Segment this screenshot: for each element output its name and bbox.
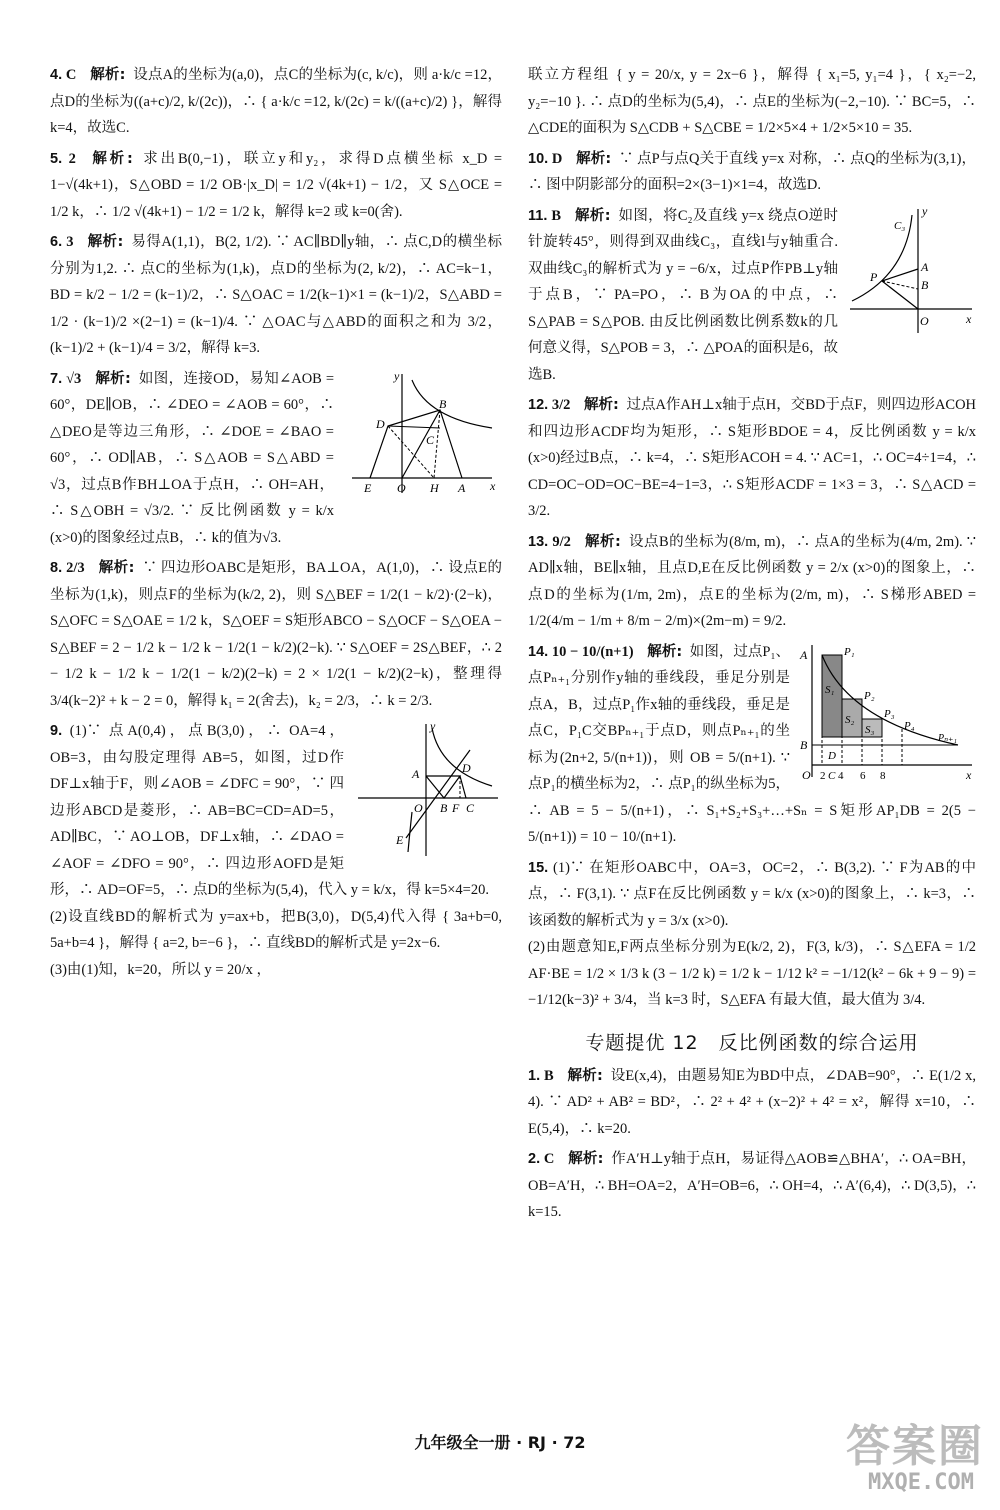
fig-label: P <box>870 269 878 284</box>
right-column <box>528 62 976 1230</box>
section-answer-item-1: 1. B 解析: 设E(x,4)，由题易知E为BD中点，∠DAB=90°，∴ E(1/2 x, 4). ∵ AD² + AB² = BD²，∴ 2² + 4² + (x−2)² + 4² = x²，解得 x=10，∴ E(5,4)，∴ k=20. <box>528 1067 977 1137</box>
fig-label: x <box>966 311 972 326</box>
fig-label: C₃ <box>894 219 906 232</box>
fig-label: P₂ <box>864 689 875 702</box>
answer-item-14: A P₁ S₁ P₂ S₂ S₃ P₃ P₄ Pₙ₊₁ B D O 2 C 4 6 8 x 14. 10 − 10/(n+1) 解析: 如图，过点P₁、点Pₙ₊₁分别作y轴的垂线段，垂足分别是点A，B，过点P₁作x轴的垂线段，垂足是点C，P₁C交BPₙ₊₁于点D，则点Pₙ₊₁的坐标为(2n+2, 5/(n+1))，则 OB = 5/(n+1). ∵ 点P₁的横坐标为2，∴ 点P₁的纵坐标为5，∴ AB = 5 − 5/(n+1)，∴ S₁+S₂+S₃+…+Sₙ = S矩形AP₁DB = 2(5 − 5/(n+1)) = 10 − 10/(n+1). <box>528 639 976 851</box>
fig-label: O <box>414 801 423 815</box>
fig-label: B <box>439 396 447 411</box>
left-column <box>50 62 502 987</box>
fig-label: P₃ <box>884 707 895 720</box>
fig-label: E <box>364 480 372 495</box>
watermark-logo <box>840 1408 990 1504</box>
answer-item-4: 4. C 解析: 设点A的坐标为(a,0)，点C的坐标为(c, k/c)，则 a·k/c =12，点D的坐标为((a+c)/2, k/(2c))，∴ { a·k/c =12, k/(2c) = k/((a+c)/2) }，解得 k=4，故选C. <box>50 67 503 136</box>
fig-label: y <box>922 204 928 218</box>
fig-label: B <box>800 737 808 752</box>
fig-label: x <box>966 767 972 782</box>
section-answer-item-2: 2. C 解析: 作A′H⊥y轴于点H，易证得△AOB≌△BHA′，∴ OA=BH，OB=A′H，∴ BH=OA=2，A′H=OB=6，∴ OH=4，∴ A′(6,4)，∴ D(3,5)，∴ k=15. <box>528 1151 977 1220</box>
fig-label: D <box>462 761 471 775</box>
fig-label: S₃ <box>865 723 875 736</box>
answer-item-11: y x C₃ A P B O 11. B 解析: 如图，将C₂及直线 y=x 绕点O逆时针旋转45°，则得到双曲线C₃，直线l与y轴重合. 双曲线C₃的解析式为 y = −6/x，过点P作PB⊥y轴于点B，∵ PA=PO，∴ B为OA的中点，∴ S△PAB = S△POB. 由反比例函数比例系数k的几何意义得，S△POB = 3，∴ △POA的面积是6，故选B. <box>528 203 976 389</box>
answer-item-13: 13. 9/2 解析: 设点B的坐标为(8/m, m)，∴ 点A的坐标为(4/m, 2m). ∵ AD∥x轴，BE∥x轴，且点D,E在反比例函数 y = 2/x (x>0)的图象上，∴ 点D的坐标为(1/m, 2m)，点E的坐标为(2/m, m)，∴ S梯形ABED = 1/2(4/m − 1/m + 8/m − 2/m)×(2m−m) = 9/2. <box>528 533 977 629</box>
solution-text: 设E(x,4)，由题易知E为BD中点，∠DAB=90°，∴ E(1/2 x, 4). ∵ AD² + AB² = BD²，∴ 2² + 4² + (x−2)² + 4² = x²，解得 x=10，∴ E(5,4)，∴ k=20. <box>528 1067 977 1137</box>
fig-label: E <box>396 833 404 847</box>
answer-item-12: 12. 3/2 解析: 过点A作AH⊥x轴于点H，交BD于点F，则四边形ACOH和四边形ACDF均为矩形，∴ S矩形BDOE = 4，反比例函数 y = k/x (x>0)经过B点，∴ k=4，∴ S矩形ACOH = 4. ∵ AC=1，∴ OC=4÷1=4，∴ CD=OC−OD=OC−BE=4−1=3，∴ S矩形ACDF = 1×3 = 3，∴ S△ACD = 3/2. <box>528 397 977 519</box>
solution-text: 作A′H⊥y轴于点H，易证得△AOB≌△BHA′，∴ OA=BH，OB=A′H，∴ BH=OA=2，A′H=OB=6，∴ OH=4，∴ A′(6,4)，∴ D(3,5)，∴ k=15. <box>528 1151 977 1220</box>
fig-label: C <box>466 801 475 815</box>
solution-text: 如图，连接OD，易知∠AOB = 60°，DE∥OB，∴ ∠DEO = ∠AOB = 60°，∴ △DEO是等边三角形，∴ ∠DOE = ∠BAO = 60°，∴ OD∥AB，∴ S△AOB = S△ABD = √3，过点B作BH⊥OA于点H，∴ OH=AH，∴ S△OBH = √3/2. ∵ 反比例函数 y = k/x (x>0)的图象经过点B，∴ k的值为√3. <box>50 370 335 546</box>
fig-label: 2 <box>820 769 826 782</box>
solution-text: 设点B的坐标为(8/m, m)，∴ 点A的坐标为(4/m, 2m). ∵ AD∥x轴，BE∥x轴，且点D,E在反比例函数 y = 2/x (x>0)的图象上，∴ 点D的坐标为(1/m, 2m)，点E的坐标为(2/m, m)，∴ S梯形ABED = 1/2(4/m − 1/m + 8/m − 2/m)×(2m−m) = 9/2. <box>528 533 977 629</box>
fig-label: D <box>376 416 385 431</box>
watermark-url: MXQE.COM <box>868 1470 974 1495</box>
fig-label: S₁ <box>825 683 835 696</box>
fig-label: 6 <box>860 769 866 782</box>
fig-label: B <box>440 801 448 815</box>
answer-item-5: 5. 2 解析: 求出B(0,−1)，联立y和y₂，求得D点横坐标 x_D = 1−√(4k+1)，S△OBD = 1/2 OB·|x_D| = 1/2 √(4k+1) − 1/2，又 S△OCE = 1/2 k，∴ 1/2 √(4k+1) − 1/2 = 1/2 k，解得 k=2 或 k=0(舍). <box>50 150 503 220</box>
fig-label: O <box>920 313 929 328</box>
figure-q7 <box>342 368 502 498</box>
fig-label: O <box>397 480 406 495</box>
solution-text: ∵ 四边形OABC是矩形，BA⊥OA，A(1,0)，∴ 设点E的坐标为(1,k)，则点F的坐标为(k/2, 2)，则 S△BEF = 1/2(1 − k/2)·(2−k)，S△OFC = S△OAE = 1/2 k，S△OEF = S矩形ABCO − S△OCF − S△OEA − S△BEF = 2 − 1/2 k − 1/2 k − 1/2(1 − k/2)(2−k). ∵ S△OEF = 2S△BEF，∴ 2 − 1/2 k − 1/2 k − 1/2(1 − k/2)(2−k) = 2 × 1/2(1 − k/2)(2−k)，整理得 3/4(k−2)² + k − 2 = 0，解得 k₁ = 2(舍去)，k₂ = 2/3，∴ k = 2/3. <box>50 560 503 709</box>
solution-text: 易得A(1,1)，B(2, 1/2). ∵ AC∥BD∥y轴，∴ 点C,D的横坐标分别为1,2. ∴ 点C的坐标为(1,k)，点D的坐标为(2, k/2)，∴ AC=k−1，BD = k/2 − 1/2 = (k−1)/2，∴ S△OAC = 1/2(k−1)×1 = (k−1)/2，S△ABD = 1/2 · (k−1)/2 ×(2−1) = (k−1)/4. ∵ △OAC与△ABD的面积之和为 3/2，(k−1)/2 + (k−1)/4 = 3/2，解得 k=3. <box>50 234 503 356</box>
fig-label: A <box>921 259 929 274</box>
watermark-text: 答案圈 <box>846 1421 984 1472</box>
answer-item-8: 8. 2/3 解析: ∵ 四边形OABC是矩形，BA⊥OA，A(1,0)，∴ 设点E的坐标为(1,k)，则点F的坐标为(k/2, 2)，则 S△BEF = 1/2(1 − k/2)·(2−k)，S△OFC = S△OAE = 1/2 k，S△OEF = S矩形ABCO − S△OCF − S△OEA − S△BEF = 2 − 1/2 k − 1/2 k − 1/2(1 − k/2)(2−k). ∵ S△OEF = 2S△BEF，∴ 2 − 1/2 k − 1/2 k − 1/2(1 − k/2)(2−k) = 2 × 1/2(1 − k/2)(2−k)，整理得 3/4(k−2)² + k − 2 = 0，解得 k₁ = 2(舍去)，k₂ = 2/3，∴ k = 2/3. <box>50 560 503 709</box>
section-title: 专题提优 12 反比例函数的综合运用 <box>585 1031 919 1054</box>
fig-label: D <box>828 749 836 762</box>
solution-text: 求出B(0,−1)，联立y和y₂，求得D点横坐标 x_D = 1−√(4k+1)，S△OBD = 1/2 OB·|x_D| = 1/2 √(4k+1) − 1/2，又 S△OCE = 1/2 k，∴ 1/2 √(4k+1) − 1/2 = 1/2 k，解得 k=2 或 k=0(舍). <box>50 150 503 220</box>
fig-label: S₂ <box>845 713 855 726</box>
fig-label: F <box>452 801 460 815</box>
fig-label: A <box>458 480 466 495</box>
answer-item-9-continued <box>528 62 976 142</box>
answer-item-6: 6. 3 解析: 易得A(1,1)，B(2, 1/2). ∵ AC∥BD∥y轴，∴ 点C,D的横坐标分别为1,2. ∴ 点C的坐标为(1,k)，点D的坐标为(2, k/2)，∴ AC=k−1，BD = k/2 − 1/2 = (k−1)/2，∴ S△OAC = 1/2(k−1)×1 = (k−1)/2，S△ABD = 1/2 · (k−1)/2 ×(2−1) = (k−1)/4. ∵ △OAC与△ABD的面积之和为 3/2，(k−1)/2 + (k−1)/4 = 3/2，解得 k=3. <box>50 234 503 356</box>
answer-item-15: 15. (1)∵ 在矩形OABC中，OA=3，OC=2，∴ B(3,2). ∵ F为AB的中点，∴ F(3,1). ∵ 点F在反比例函数 y = k/x (x>0)的图象上，∴ k=3，∴ 该函数的解析式为 y = 3/x (x>0). (2)由题意知E,F两点坐标分别为E(k/2, 2)，F(3, k/3)，∴ S△EFA = 1/2 AF·BE = 1/2 × 1/3 k (3 − 1/2 k) = 1/2 k − 1/12 k² = −1/12(k² − 6k + 9 − 9) = −1/12(k−3)² + 3/4，当 k=3 时，S△EFA 有最大值，最大值为 3/4. <box>528 855 976 1014</box>
solution-text: ∵ 点P与点Q关于直线 y=x 对称，∴ 点Q的坐标为(3,1)，∴ 图中阴影部分的面积=2×(3−1)×1=4，故选D. <box>528 150 977 193</box>
fig-label: Pₙ₊₁ <box>938 732 957 744</box>
solution-text: 过点A作AH⊥x轴于点H，交BD于点F，则四边形ACOH和四边形ACDF均为矩形，∴ S矩形BDOE = 4，反比例函数 y = k/x (x>0)经过B点，∴ k=4，∴ S矩形ACOH = 4. ∵ AC=1，∴ OC=4÷1=4，∴ CD=OC−OD=OC−BE=4−1=3，∴ S矩形ACDF = 1×3 = 3，∴ S△ACD = 3/2. <box>528 397 977 519</box>
fig-label: P₄ <box>904 719 915 732</box>
figure-q9 <box>352 720 502 860</box>
solution-part-3: (3)由(1)知，k=20，所以 y = 20/x ， <box>50 961 271 978</box>
answer-item-7: y x D B C E O H A 7. √3 解析: 如图，连接OD，易知∠AOB = 60°，DE∥OB，∴ ∠DEO = ∠AOB = 60°，∴ △DEO是等边三角形，∴ ∠DOE = ∠BAO = 60°，∴ OD∥AB，∴ S△AOB = S△ABD = √3，过点B作BH⊥OA于点H，∴ OH=AH，∴ S△OBH = √3/2. ∵ 反比例函数 y = k/x (x>0)的图象经过点B，∴ k的值为√3. <box>50 366 502 552</box>
fig-label: 4 <box>838 769 844 782</box>
solution-text: 联立方程组 { y = 20/x, y = 2x−6 }，解得 { x₁=5, y₁=4 }，{ x₂=−2, y₂=−10 }. ∴ 点D的坐标为(5,4)，∴ 点E的坐标为(−2,−10). ∵ BC=5，∴ △CDE的面积为 S△CDB + S△CBE = 1/2×5×4 + 1/2×5×10 = 35. <box>528 67 976 136</box>
fig-label: C <box>828 769 836 782</box>
fig-label: A <box>800 647 808 662</box>
fig-label: O <box>802 767 811 782</box>
answer-item-9: y A D O B F C E 9. (1)∵ 点A(0,4)，点B(3,0)，∴ OA=4，OB=3，由勾股定理得 AB=5，如图，过D作DF⊥x轴于F，则∠AOB = ∠DFC = 90°，∵ 四边形ABCD是菱形，∴ AB=BC=CD=AD=5，AD∥BC，∵ AO⊥OB，DF⊥x轴，∴ ∠DAO = ∠AOF = ∠DFO = 90°，∴ 四边形AOFD是矩形，∴ AD=OF=5，∴ 点D的坐标为(5,4)，代入 y = k/x，得 k=5×4=20. (2)设直线BD的解析式为 y=ax+b，把B(3,0)，D(5,4)代入得 { 3a+b=0, 5a+b=4 }，解得 { a=2, b=−6 }，∴ 直线BD的解析式是 y=2x−6. (3)由(1)知，k=20，所以 y = 20/x ， <box>50 718 502 983</box>
fig-label: B <box>921 277 929 292</box>
solution-text: 如图，过点P₁、点Pₙ₊₁分别作y轴的垂线段，垂足分别是点A，B，过点P₁作x轴的垂线段，垂足是点C，P₁C交BPₙ₊₁于点D，则点Pₙ₊₁的坐标为(2n+2, 5/(n+1))，则 OB = 5/(n+1). ∵ 点P₁的横坐标为2，∴ 点P₁的纵坐标为5，∴ AB = 5 − 5/(n+1)，∴ S₁+S₂+S₃+…+Sₙ = S矩形AP₁DB = 2(5 − 5/(n+1)) = 10 − 10/(n+1). <box>528 643 976 845</box>
solution-text: 如图，将C₂及直线 y=x 绕点O逆时针旋转45°，则得到双曲线C₃，直线l与y轴重合. 双曲线C₃的解析式为 y = −6/x，过点P作PB⊥y轴于点B，∵ PA=PO，∴ B为OA的中点，∴ S△PAB = S△POB. 由反比例函数比例系数k的几何意义得，S△POB = 3，∴ △POA的面积是6，故选B. <box>528 207 839 383</box>
fig-label: P₁ <box>844 645 855 658</box>
fig-label: x <box>490 478 496 493</box>
solution-part-2: (2)由题意知E,F两点坐标分别为E(k/2, 2)，F(3, k/3)，∴ S△EFA = 1/2 AF·BE = 1/2 × 1/3 k (3 − 1/2 k) = 1/2 k − 1/12 k² = −1/12(k² − 6k + 9 − 9) = −1/12(k−3)² + 3/4，当 k=3 时，S△EFA 有最大值，最大值为 3/4. <box>528 939 976 1008</box>
fig-label: y <box>430 720 436 733</box>
fig-label: y <box>394 368 400 383</box>
answer-item-10: 10. D 解析: ∵ 点P与点Q关于直线 y=x 对称，∴ 点Q的坐标为(3,1)，∴ 图中阴影部分的面积=2×(3−1)×1=4，故选D. <box>528 150 977 193</box>
solution-part-1: (1)∵ 在矩形OABC中，OA=3，OC=2，∴ B(3,2). ∵ F为AB的中点，∴ F(3,1). ∵ 点F在反比例函数 y = k/x (x>0)的图象上，∴ k=3，∴ 该函数的解析式为 y = 3/x (x>0). <box>528 859 977 929</box>
fig-label: 8 <box>880 769 886 782</box>
page-footer: 九年级全一册 · RJ · 72 <box>414 1433 586 1452</box>
fig-label: C <box>426 432 435 447</box>
solution-part-1: (1)∵ 点A(0,4)，点B(3,0)，∴ OA=4，OB=3，由勾股定理得 AB=5，如图，过D作DF⊥x轴于F，则∠AOB = ∠DFC = 90°，∵ 四边形ABCD是菱形，∴ AB=BC=CD=AD=5，AD∥BC，∵ AO⊥OB，DF⊥x轴，∴ ∠DAO = ∠AOF = ∠DFO = 90°，∴ 四边形AOFD是矩形，∴ AD=OF=5，∴ 点D的坐标为(5,4)，代入 y = k/x，得 k=5×4=20. <box>50 723 489 898</box>
solution-part-2: (2)设直线BD的解析式为 y=ax+b，把B(3,0)，D(5,4)代入得 { 3a+b=0, 5a+b=4 }，解得 { a=2, b=−6 }，∴ 直线BD的解析式是 y=2x−6. <box>50 908 502 951</box>
fig-label: H <box>430 480 439 495</box>
solution-text: 设点A的坐标为(a,0)，点C的坐标为(c, k/c)，则 a·k/c =12，点D的坐标为((a+c)/2, k/(2c))，∴ { a·k/c =12, k/(2c) = k/((a+c)/2) }，解得 k=4，故选C. <box>50 67 503 136</box>
fig-label: A <box>412 767 420 781</box>
figure-q14 <box>798 641 976 783</box>
figure-q11 <box>846 205 976 335</box>
